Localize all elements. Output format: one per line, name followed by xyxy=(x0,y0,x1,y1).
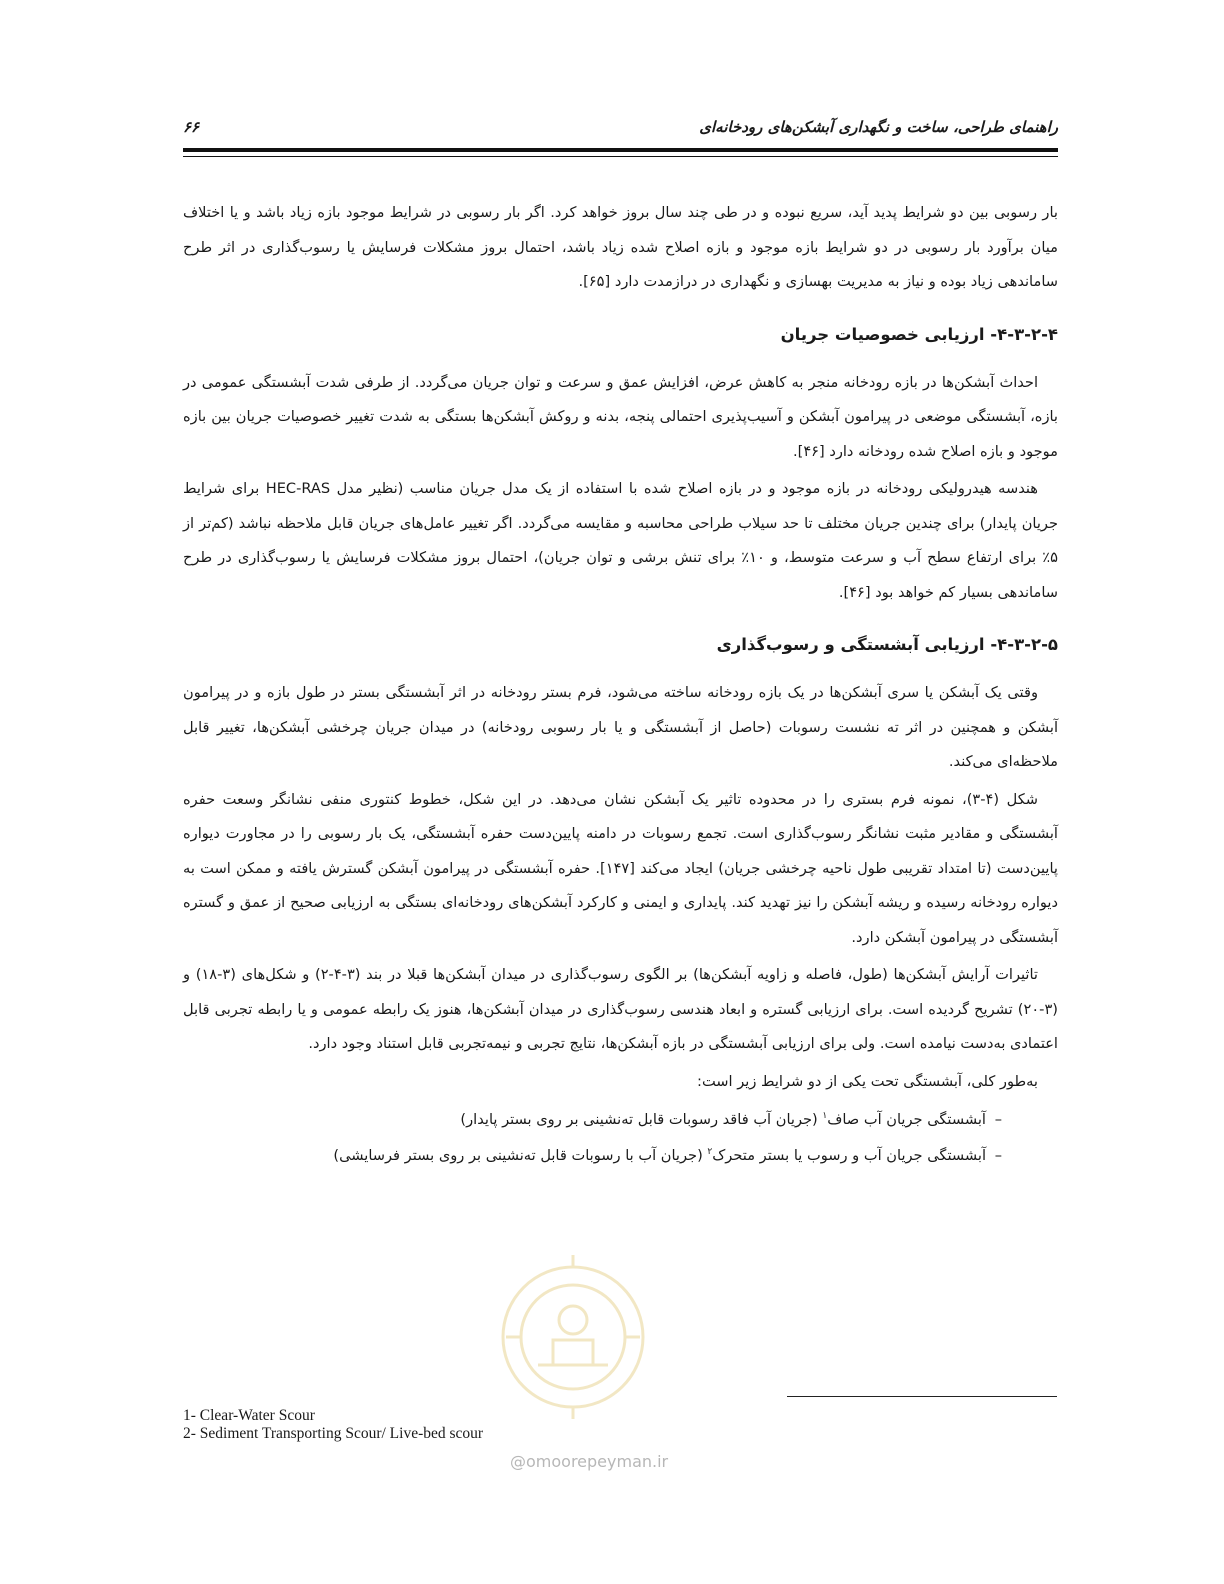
running-title: راهنمای طراحی، ساخت و نگهداری آبشکن‌های رودخانه‌ای xyxy=(699,118,1058,136)
header-rule-thin xyxy=(183,156,1058,157)
header-rule-thick xyxy=(183,148,1058,152)
list-item-description: (جریان آب با رسوبات قابل ته‌نشینی بر روی بستر فرسایشی) xyxy=(333,1147,708,1164)
paragraph: بار رسوبی بین دو شرایط پدید آید، سریع نبوده و در طی چند سال بروز خواهد کرد. اگر بار رسوبی در شرایط موجود بازه زیاد باشد و یا اختلاف میان برآورد بار رسوبی در دو شرایط بازه موجود و بازه اصلاح شده زیاد باشد، احتمال بروز مشکلات فرسایش یا رسوب‌گذاری در اثر طرح ساماندهی زیاد بوده و نیاز به مدیریت بهسازی و نگهداری در درازمدت دارد [۶۵]. xyxy=(183,204,1058,290)
list-item-description: (جریان آب فاقد رسوبات قابل ته‌نشینی بر روی بستر پایدار) xyxy=(460,1111,823,1128)
page-number: ۶۶ xyxy=(183,118,200,136)
paragraph: وقتی یک آبشکن یا سری آبشکن‌ها در یک بازه رودخانه ساخته می‌شود، فرم بستر رودخانه در اثر آبشستگی بستر در طول بازه و در پیرامون آبشکن و همچنین در اثر ته نشست رسوبات (حاصل از آبشستگی و یا بار رسوبی رودخانه) در میدان جریان چرخشی آبشکن‌ها، تغییر قابل ملاحظه‌ای می‌کند. xyxy=(183,684,1058,770)
list-item-text xyxy=(460,1111,986,1128)
list-item-text xyxy=(333,1147,986,1164)
footnote-2: 2- Sediment Transporting Scour/ Live-bed scour xyxy=(183,1425,484,1442)
list-item-term: آبشستگی جریان آب صاف xyxy=(827,1111,986,1128)
section-heading: ۴-۳-۲-۵- ارزیابی آبشستگی و رسوب‌گذاری xyxy=(716,635,1058,654)
paragraph: احداث آبشکن‌ها در بازه رودخانه منجر به کاهش عرض، افزایش عمق و سرعت و توان جریان می‌گردد. از طرفی شدت آبشستگی عمومی در بازه، آبشستگی موضعی در پیرامون آبشکن و آسیب‌پذیری احتمالی پنجه، بدنه و روکش آبشکن‌ها بستگی به شدت تغییر خصوصیات جریان بین بازه موجود و بازه اصلاح شده رودخانه دارد [۴۶]. xyxy=(183,373,1058,460)
paragraph: شکل (۴-۳)، نمونه فرم بستری را در محدوده تاثیر یک آبشکن نشان می‌دهد. در این شکل، خطوط کنتوری منفی نشانگر وسعت حفره آبشستگی و مقادیر مثبت نشانگر رسوب‌گذاری است. تجمع رسوبات در دامنه پایین‌دست حفره آبشستگی، یک بار رسوبی را در مجاورت دیواره پایین‌دست (تا امتداد تقریبی طول ناحیه چرخشی جریان) ایجاد می‌کند [۱۴۷]. حفره آبشستگی در پیرامون آبشکن گسترش یافته و ممکن است به دیواره رودخانه رسیده و ریشه آبشکن را نیز تهدید کند. پایداری و ایمنی و کارکرد آبشکن‌های رودخانه‌ای بستگی به ارزیابی صحیح از عمق و گستره آبشستگی در پیرامون آبشکن دارد. xyxy=(183,790,1058,946)
list-item xyxy=(183,1138,1058,1174)
footnotes xyxy=(183,1407,783,1443)
scour-conditions-list xyxy=(183,1102,1058,1174)
paragraph: تاثیرات آرایش آبشکن‌ها (طول، فاصله و زاویه آبشکن‌ها) بر الگوی رسوب‌گذاری در میدان آبشکن‌ها قبلا در بند (۳-۴-۲) و شکل‌های (۳-۱۸) و (۳-۲۰) تشریح گردیده است. برای ارزیابی گستره و ابعاد هندسی رسوب‌گذاری در میدان آبشکن‌ها، هنوز یک رابطه عمومی و یا رابطه تجربی قابل اعتمادی به‌دست نیامده است. ولی برای ارزیابی آبشستگی در بازه آبشکن‌ها، نتایج تجربی و نیمه‌تجربی قابل استناد وجود دارد. xyxy=(183,966,1058,1052)
list-dash: – xyxy=(994,1147,1002,1164)
watermark-text: @omoorepeyman.ir xyxy=(510,1452,669,1471)
list-dash: – xyxy=(994,1111,1002,1128)
footnote-1: 1- Clear-Water Scour xyxy=(183,1407,315,1424)
list-item xyxy=(183,1102,1058,1138)
paragraph: به‌طور کلی، آبشستگی تحت یکی از دو شرایط زیر است: xyxy=(697,1072,1038,1090)
page-header xyxy=(183,108,1058,148)
watermark-seal-icon xyxy=(498,1245,648,1430)
paragraph: هندسه هیدرولیکی رودخانه در بازه موجود و در بازه اصلاح شده با استفاده از یک مدل جریان مناسب (نظیر مدل HEC-RAS برای شرایط جریان پایدار) برای چندین جریان مختلف تا حد سیلاب طراحی محاسبه و مقایسه می‌گردد. اگر تغییر عامل‌های جریان قابل ملاحظه نباشد (کم‌تر از ۵٪ برای ارتفاع سطح آب و سرعت متوسط، و ۱۰٪ برای تنش برشی و توان جریان)، احتمال بروز مشکلات فرسایش یا رسوب‌گذاری در طرح ساماندهی بسیار کم خواهد بود [۴۶]. xyxy=(183,480,1058,601)
footnote-marker: ۲ xyxy=(707,1147,713,1158)
list-item-term: آبشستگی جریان آب و رسوب یا بستر متحرک xyxy=(712,1147,986,1164)
footnote-separator xyxy=(787,1396,1057,1397)
page-body xyxy=(183,196,1058,1174)
section-heading: ۴-۳-۲-۴- ارزیابی خصوصیات جریان xyxy=(780,324,1058,344)
footnote-marker: ۱ xyxy=(822,1111,828,1122)
